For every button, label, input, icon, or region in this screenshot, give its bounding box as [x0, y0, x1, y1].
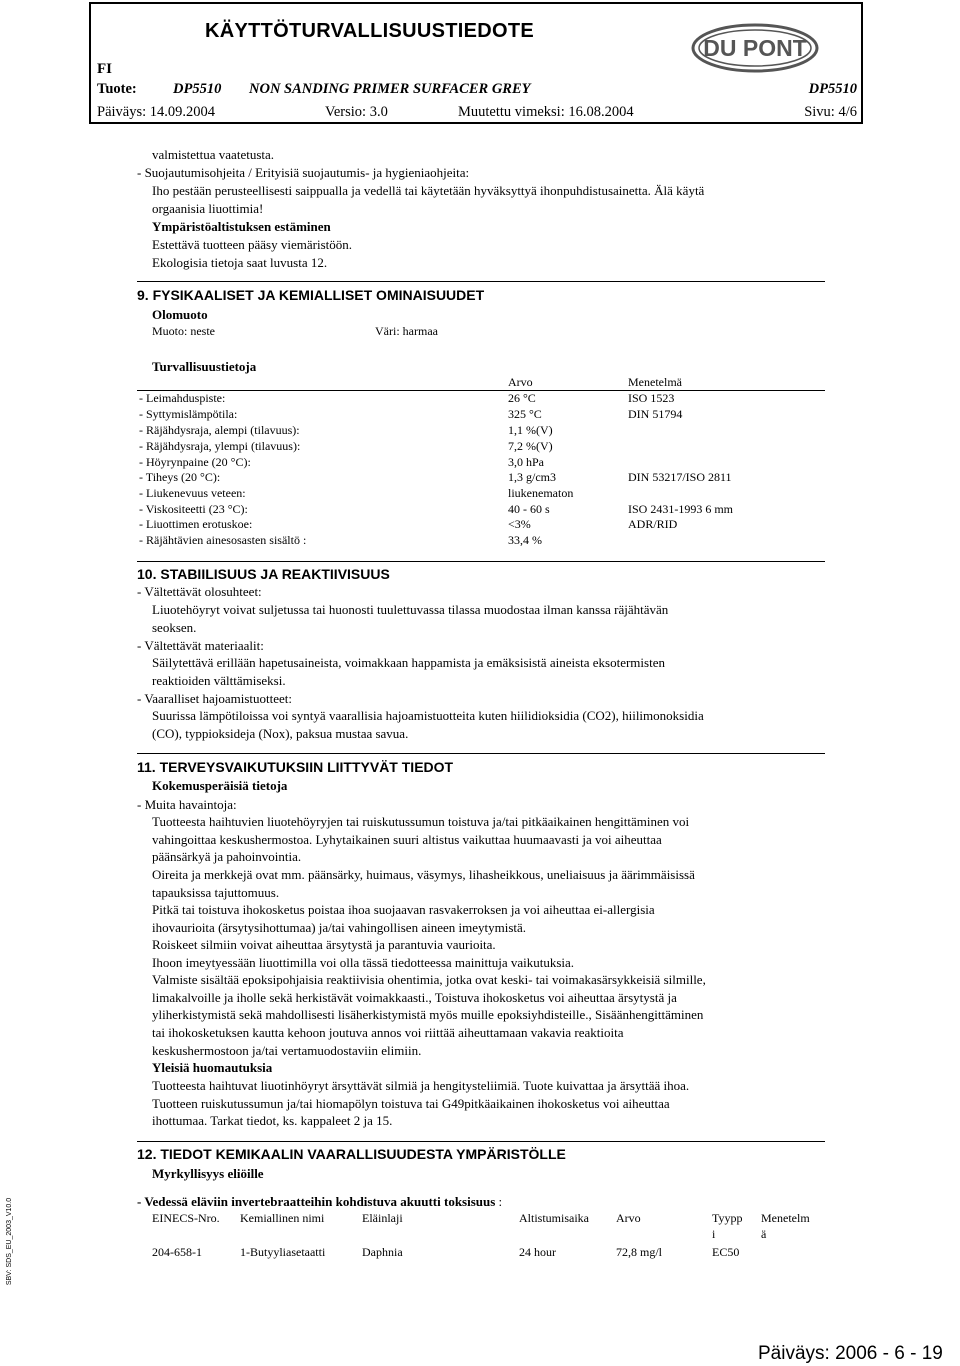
section-divider — [137, 561, 825, 562]
table-cell: 204-658-1 — [152, 1245, 202, 1259]
table-cell: 24 hour — [519, 1245, 556, 1259]
property-label: - Leimahduspiste: — [139, 391, 226, 405]
property-label: - Liuottimen erotuskoe: — [139, 517, 253, 531]
section-12-title: 12. TIEDOT KEMIKAALIN VAARALLISUUDESTA YMPÄRISTÖLLE — [137, 1146, 566, 1162]
footer-date: Päiväys: 2006 - 6 - 19 — [758, 1343, 943, 1364]
product-code: DP5510 — [173, 81, 222, 97]
env-heading: Ympäristöaltistuksen estäminen — [152, 219, 331, 234]
property-value: liukenematon — [508, 486, 574, 500]
text-line: Suurissa lämpötiloissa voi syntyä vaarallisia hajoamistuotteita kuten hiilidioksidia (CO2), hiilimonoksidia — [152, 708, 704, 723]
column-header-method: Menetelmä — [628, 375, 682, 389]
text-line: vahingoittaa keskushermostoa. Lyhytaikainen suuri altistus vaikuttaa huumaavasti ja voi aiheuttaa — [152, 832, 662, 847]
date: Päiväys: 14.09.2004 — [97, 104, 216, 120]
text-line: (CO), typpioksideja (Nox), paksua mustaa savua. — [152, 726, 409, 741]
text-line: Liuotehöyryt voivat suljetussa tai huonosti tuulettuvassa tilassa muodostaa ilman kanssa räjähtävän — [152, 602, 669, 617]
property-value: 3,0 hPa — [508, 455, 544, 469]
text-line: yliherkistymistä sekä mahdollisesti lisäherkistymistä myös muille epoksiyhdisteille., Sisäänhengittäminen — [152, 1007, 704, 1022]
version: Versio: 3.0 — [325, 104, 388, 120]
table-cell: 72,8 mg/l — [616, 1245, 663, 1259]
page-number: Sivu: 4/6 — [804, 104, 857, 120]
table-cell: 1-Butyyliasetaatti — [240, 1245, 326, 1259]
property-method: ISO 2431-1993 6 mm — [628, 502, 733, 516]
subsection-heading: Yleisiä huomautuksia — [152, 1060, 273, 1075]
text-line: Ihoon imeytyessään liuottimilla voi olla tässä tiedotteessa mainittuja vaikutuksia. — [152, 955, 575, 970]
text-line: - Vältettävät materiaalit: — [137, 638, 264, 653]
column-header: Eläinlaji — [362, 1211, 403, 1225]
safety-heading: Turvallisuustietoja — [152, 359, 257, 374]
subsection-heading: Myrkyllisyys eliöille — [152, 1166, 264, 1181]
text-line: Estettävä tuotteen pääsy viemäristöön. — [152, 237, 352, 252]
color-value: Väri: harmaa — [375, 324, 438, 338]
modified-date: Muutettu vimeksi: 16.08.2004 — [458, 104, 634, 120]
toxicity-heading-text: - Vedessä eläviin invertebraatteihin kohdistuva akuutti toksisuus — [137, 1194, 496, 1209]
text-line: Oireita ja merkkejä ovat mm. päänsärky, huimaus, väsymys, lihasheikkous, uneliaisuus ja äärimmäisissä — [152, 867, 695, 882]
property-label: - Räjähdysraja, ylempi (tilavuus): — [139, 439, 301, 453]
property-label: - Räjähdysraja, alempi (tilavuus): — [139, 423, 300, 437]
property-label: - Viskositeetti (23 °C): — [139, 502, 248, 516]
text-line: Tuotteesta haihtuvien liuotehöyryjen tai ruiskutussumun toistuva ja/tai pitkäaikainen hengittäminen voi — [152, 814, 690, 829]
property-value: <3% — [508, 517, 531, 531]
text-line: valmistettua vaatetusta. — [152, 147, 275, 162]
language-code: FI — [97, 61, 112, 77]
column-header: Tyypp — [712, 1211, 743, 1225]
section-11-title: 11. TERVEYSVAIKUTUKSIIN LIITTYVÄT TIEDOT — [137, 759, 454, 775]
property-value: 26 °C — [508, 391, 536, 405]
text-line: Pitkä tai toistuva ihokosketus poistaa ihoa suojaavan rasvakerroksen ja voi aiheuttaa ei-allergisia — [152, 902, 655, 917]
form-value: Muoto: neste — [152, 324, 215, 338]
section-9-title: 9. FYSIKAALISET JA KEMIALLISET OMINAISUUDET — [137, 287, 485, 303]
column-header-wrap: i — [712, 1227, 716, 1241]
property-value: 40 - 60 s — [508, 502, 550, 516]
product-code-right: DP5510 — [808, 81, 857, 97]
property-value: 7,2 %(V) — [508, 439, 553, 453]
table-cell: Daphnia — [362, 1245, 403, 1259]
toxicity-heading — [137, 1193, 502, 1210]
olomuoto-heading: Olomuoto — [152, 307, 208, 322]
property-value: 1,3 g/cm3 — [508, 470, 556, 484]
column-header-value: Arvo — [508, 375, 533, 389]
property-label: - Höyrynpaine (20 °C): — [139, 455, 251, 469]
column-header: Menetelm — [761, 1211, 810, 1225]
toxicity-heading-colon: : — [498, 1194, 503, 1209]
text-line: Iho pestään perusteellisesti saippualla ja vedellä tai käytetään hyväksyttyä ihonpuhdistusainetta. Älä käytä — [152, 183, 705, 198]
table-header-rule — [137, 390, 825, 391]
section-divider — [137, 753, 825, 754]
text-line: reaktioiden välttämiseksi. — [152, 673, 286, 688]
property-value: 33,4 % — [508, 533, 542, 547]
property-method: DIN 51794 — [628, 407, 683, 421]
property-value: 325 °C — [508, 407, 542, 421]
property-label: - Räjähtävien ainesosasten sisältö : — [139, 533, 307, 547]
section-10-title: 10. STABIILISUUS JA REAKTIIVISUUS — [137, 566, 390, 582]
text-line: - Vältettävät olosuhteet: — [137, 584, 262, 599]
document-title: KÄYTTÖTURVALLISUUSTIEDOTE — [205, 20, 534, 42]
text-line: tapauksissa tajuttomuus. — [152, 885, 280, 900]
text-line: seoksen. — [152, 620, 197, 635]
text-line: Valmiste sisältää epoksipohjaisia reaktiivisia ohentimia, jotka ovat keski- tai voimakasärsykkeisiä silmille, — [152, 972, 706, 987]
text-line: limakalvoille ja iholle sekä herkistävät voimakkaasti., Toistuva ihokosketus voi aiheuttaa ärsytystä ja — [152, 990, 677, 1005]
text-line: keskushermostoon ja/tai vertamuodostaviin elimiin. — [152, 1043, 422, 1058]
column-header: Kemiallinen nimi — [240, 1211, 325, 1225]
property-label: - Tiheys (20 °C): — [139, 470, 221, 484]
property-method: DIN 53217/ISO 2811 — [628, 470, 732, 484]
property-label: - Liukenevuus veteen: — [139, 486, 246, 500]
logo-text: DU PONT — [703, 35, 807, 61]
section-divider — [137, 281, 825, 282]
text-line: Säilytettävä erillään hapetusaineista, voimakkaan happamista ja emäksisistä aineista eksotermisten — [152, 655, 665, 670]
property-method: ISO 1523 — [628, 391, 675, 405]
column-header-wrap: ä — [761, 1227, 767, 1241]
column-header: Arvo — [616, 1211, 641, 1225]
table-cell: EC50 — [712, 1245, 740, 1259]
text-line: ihottumaa. Tarkat tiedot, ks. kappaleet 2 ja 15. — [152, 1113, 393, 1128]
text-line: orgaanisia liuottimia! — [152, 201, 264, 216]
column-header: Altistumisaika — [519, 1211, 589, 1225]
text-line: ihovaurioita (ärsytysihottumaa) ja/tai vahingollisen aineen imeytymistä. — [152, 920, 527, 935]
text-line: Roiskeet silmiin voivat aiheuttaa ärsytystä ja parantuvia vaurioita. — [152, 937, 496, 952]
property-value: 1,1 %(V) — [508, 423, 553, 437]
text-line: Tuotteen ruiskutussumun ja/tai hiomapölyn toistuva tai G49pitkäaikainen ihokosketus voi aiheuttaa — [152, 1096, 670, 1111]
product-name: NON SANDING PRIMER SURFACER GREY — [249, 81, 531, 97]
property-method: ADR/RID — [628, 517, 678, 531]
text-line: Ekologisia tietoja saat luvusta 12. — [152, 255, 328, 270]
property-label: - Syttymislämpötila: — [139, 407, 238, 421]
section-divider — [137, 1141, 825, 1142]
text-line: - Suojautumisohjeita / Erityisiä suojautumis- ja hygieniaohjeita: — [137, 165, 470, 180]
product-prefix: Tuote: — [97, 81, 137, 97]
column-header: EINECS-Nro. — [152, 1211, 220, 1225]
text-line: - Muita havaintoja: — [137, 797, 237, 812]
text-line: Tuotteesta haihtuvat liuotinhöyryt ärsyttävät silmiä ja hengitysteliimiä. Tuote kuivattaa ja ärsyttää ihoa. — [152, 1078, 690, 1093]
text-line: päänsärkyä ja pahoinvointia. — [152, 849, 302, 864]
dupont-logo — [690, 22, 820, 74]
text-line: - Vaaralliset hajoamistuotteet: — [137, 691, 292, 706]
subsection-heading: Kokemusperäisiä tietoja — [152, 778, 288, 793]
sidebar-version-label: SBV: SDS_EU_2003_V10.0 — [6, 1197, 14, 1286]
text-line: tai ihokosketuksen kautta kehoon joutuva annos voi riittää aiheuttamaan vakavia reaktioita — [152, 1025, 624, 1040]
